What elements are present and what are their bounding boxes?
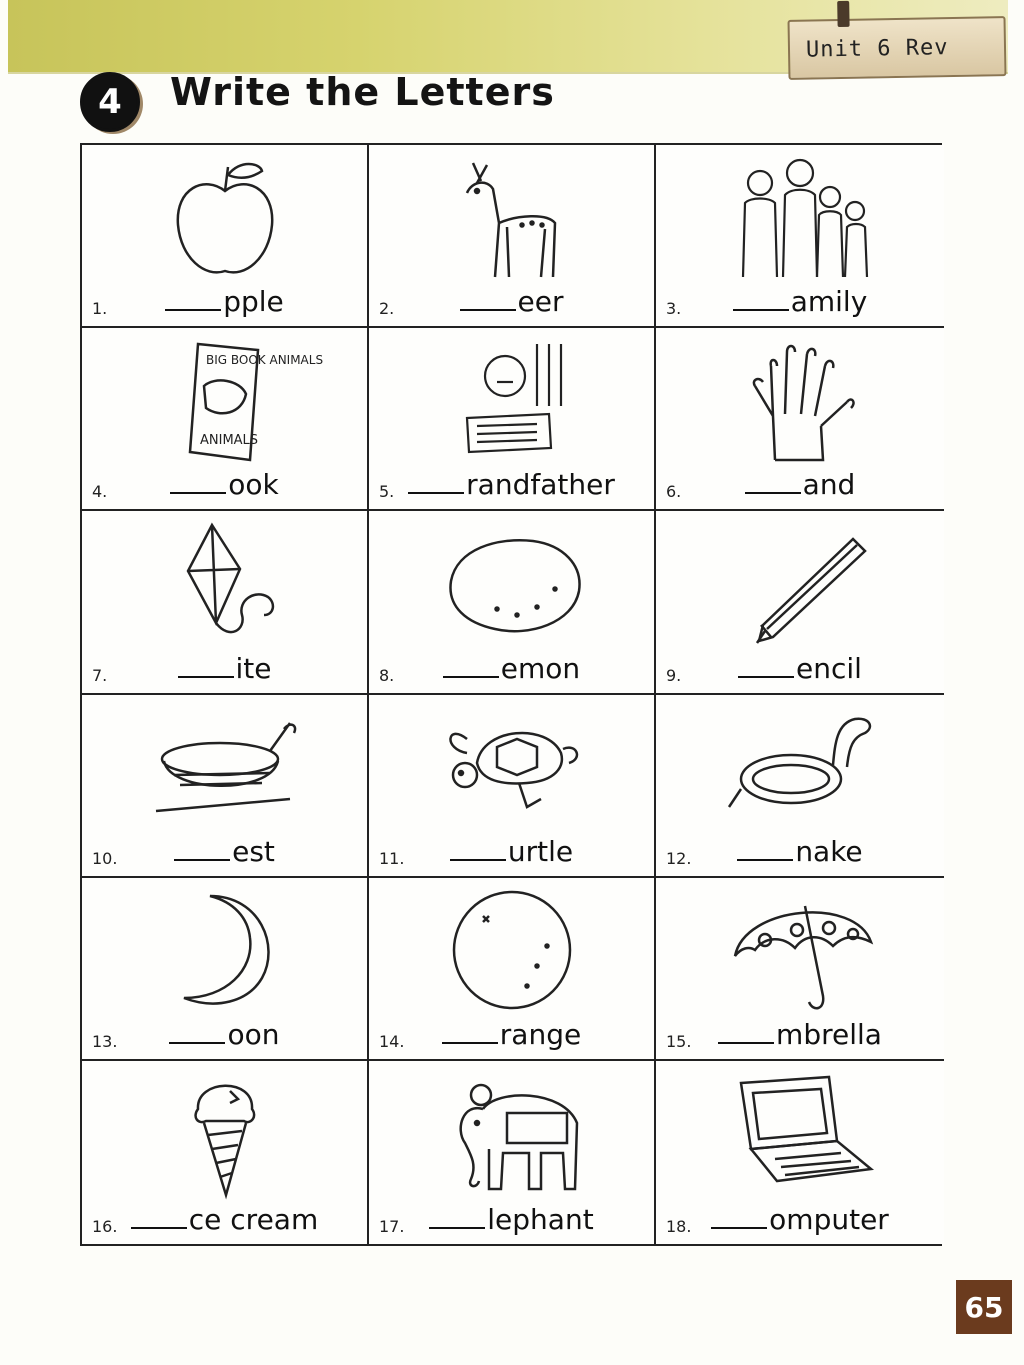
exercise-cell: [656, 328, 944, 511]
page-number: 65: [956, 1280, 1012, 1334]
item-number: 2.: [379, 299, 395, 319]
family-icon: [725, 153, 875, 283]
exercise-cell: [656, 878, 944, 1061]
word-ending: ook: [228, 468, 279, 502]
word-ending: est: [232, 834, 275, 868]
orange-icon: [437, 886, 587, 1016]
exercise-cell: [82, 878, 369, 1061]
blank-line: [429, 1225, 485, 1229]
word-blank[interactable]: [656, 835, 944, 868]
word-ending: range: [499, 1017, 582, 1051]
svg-text:ANIMALS: ANIMALS: [199, 433, 258, 449]
word-ending: ce cream: [188, 1203, 319, 1236]
blank-line: [738, 674, 794, 678]
blank-line: [169, 1040, 225, 1044]
exercise-cell: [369, 1061, 656, 1244]
word-blank[interactable]: [82, 285, 367, 318]
exercise-cell: [82, 511, 369, 694]
moon-icon: [150, 886, 300, 1016]
word-ending: randfather: [466, 468, 615, 502]
item-number: 9.: [666, 665, 682, 685]
unit-label: Unit 6 Rev: [805, 35, 949, 63]
word-blank[interactable]: [369, 1018, 654, 1051]
word-blank[interactable]: [82, 835, 367, 868]
deer-icon: [437, 153, 587, 283]
word-ending: encil: [796, 651, 862, 685]
word-blank[interactable]: [369, 652, 654, 685]
word-ending: omputer: [769, 1203, 889, 1236]
apple-icon: [150, 153, 300, 283]
word-blank[interactable]: [369, 835, 654, 868]
item-number: 18.: [666, 1217, 692, 1236]
exercise-cell: [369, 511, 656, 694]
word-blank[interactable]: [82, 1018, 367, 1051]
item-number: 11.: [379, 848, 405, 868]
exercise-cell: [369, 145, 656, 328]
word-ending: urtle: [507, 834, 574, 868]
blank-line: [733, 307, 789, 311]
exercise-cell: [82, 145, 369, 328]
sign-post: [837, 1, 849, 27]
exercise-cell: [656, 145, 944, 328]
word-blank[interactable]: [82, 652, 367, 685]
word-blank[interactable]: [82, 468, 367, 501]
lemon-icon: [437, 519, 587, 649]
turtle-icon: [437, 703, 587, 833]
item-number: 10.: [92, 848, 118, 868]
blank-line: [450, 857, 506, 861]
blank-line: [737, 857, 793, 861]
blank-line: [745, 490, 801, 494]
word-ending: oon: [227, 1017, 280, 1051]
word-blank[interactable]: [656, 468, 944, 501]
blank-line: [178, 674, 234, 678]
word-ending: pple: [223, 285, 284, 319]
item-number: 3.: [666, 299, 682, 319]
word-blank[interactable]: [656, 1018, 944, 1051]
word-ending: amily: [790, 285, 868, 319]
book-icon: [150, 336, 323, 466]
word-ending: lephant: [487, 1203, 594, 1236]
computer-icon: [725, 1069, 875, 1199]
blank-line: [460, 307, 516, 311]
ice-cream-icon: [150, 1069, 300, 1199]
exercise-cell: [656, 1061, 944, 1244]
exercise-cell: [82, 328, 369, 511]
blank-line: [711, 1225, 767, 1229]
pencil-icon: [725, 519, 875, 649]
section-number: 4: [80, 72, 140, 132]
word-blank[interactable]: [369, 468, 654, 501]
word-ending: ite: [235, 651, 272, 685]
word-blank[interactable]: [82, 1203, 367, 1236]
blank-line: [408, 490, 464, 494]
blank-line: [170, 490, 226, 494]
item-number: 7.: [92, 665, 108, 685]
elephant-icon: [437, 1069, 587, 1199]
blank-line: [165, 307, 221, 311]
word-ending: mbrella: [776, 1017, 882, 1051]
word-ending: emon: [500, 651, 581, 685]
word-ending: eer: [517, 285, 564, 319]
word-blank[interactable]: [656, 285, 944, 318]
word-ending: nake: [795, 834, 863, 868]
item-number: 16.: [92, 1217, 118, 1236]
blank-line: [442, 1040, 498, 1044]
exercise-cell: [82, 1061, 369, 1244]
blank-line: [131, 1225, 187, 1229]
exercise-cell: [82, 695, 369, 878]
item-number: 5.: [379, 482, 395, 502]
item-number: 1.: [92, 299, 108, 319]
item-number: 17.: [379, 1217, 405, 1236]
exercise-cell: [656, 511, 944, 694]
blank-line: [718, 1040, 774, 1044]
item-number: 8.: [379, 665, 395, 685]
unit-sign: [787, 16, 1006, 80]
hand-icon: [725, 336, 875, 466]
exercise-cell: [369, 695, 656, 878]
kite-icon: [150, 519, 300, 649]
word-ending: and: [802, 468, 856, 502]
nest-icon: [150, 703, 300, 833]
item-number: 4.: [92, 482, 108, 502]
item-number: 6.: [666, 482, 682, 502]
exercise-cell: [369, 328, 656, 511]
exercise-cell: [369, 878, 656, 1061]
exercise-cell: [656, 695, 944, 878]
blank-line: [443, 674, 499, 678]
exercise-grid: [80, 143, 942, 1246]
item-number: 12.: [666, 848, 692, 868]
grandfather-icon: [437, 336, 587, 466]
word-blank[interactable]: [369, 285, 654, 318]
page-title: Write the Letters: [170, 70, 555, 114]
blank-line: [174, 857, 230, 861]
snake-icon: [725, 703, 875, 833]
item-number: 14.: [379, 1031, 405, 1051]
book-cover-text-top: BIG BOOK ANIMALS: [205, 353, 323, 368]
word-blank[interactable]: [656, 652, 944, 685]
word-blank[interactable]: [369, 1203, 654, 1236]
umbrella-icon: [725, 886, 875, 1016]
item-number: 13.: [92, 1031, 118, 1051]
item-number: 15.: [666, 1031, 692, 1051]
word-blank[interactable]: [656, 1203, 944, 1236]
